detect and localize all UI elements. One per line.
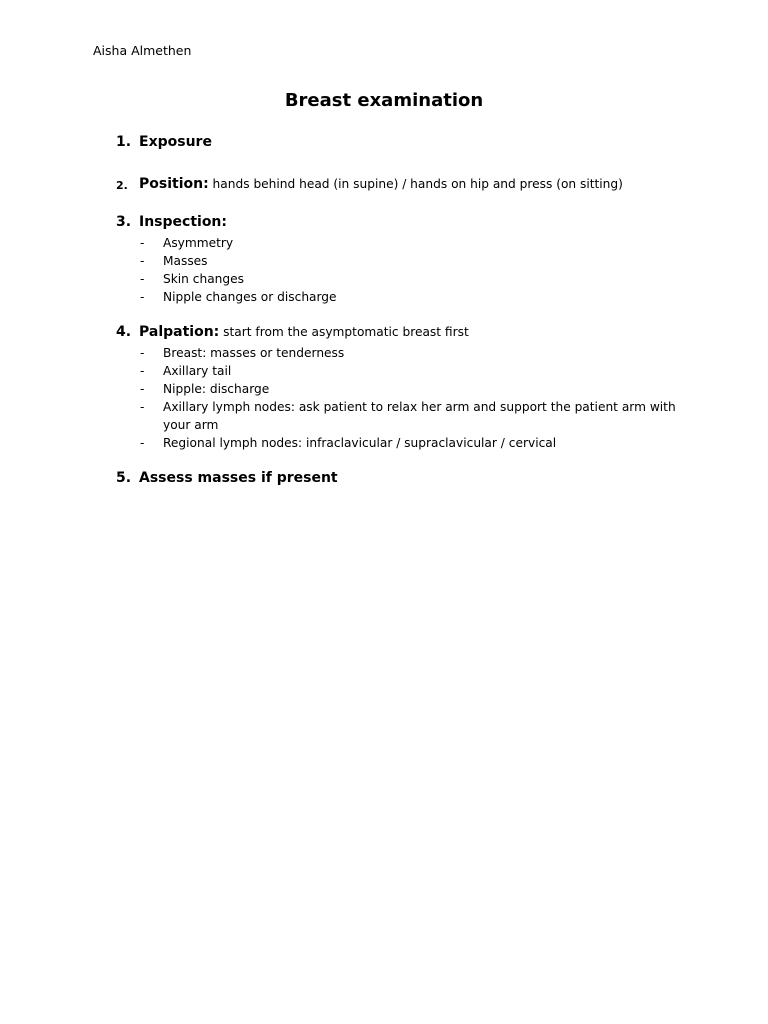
section-note: hands behind head (in supine) / hands on hip and press (on sitting) — [208, 177, 623, 191]
section-heading — [116, 323, 676, 342]
list-item — [116, 234, 676, 252]
list-item-text: Axillary tail — [163, 364, 232, 378]
bullet-dash: - — [140, 364, 145, 378]
section-exposure — [116, 133, 676, 152]
section-title: Palpation: — [139, 324, 220, 340]
list-item-text: Nipple changes or discharge — [163, 290, 337, 304]
section-heading — [116, 175, 676, 194]
section-palpation — [116, 323, 676, 452]
section-heading — [116, 213, 676, 232]
list-item — [116, 434, 676, 452]
list-item-text: Regional lymph nodes: infraclavicular / supraclavicular / cervical — [163, 436, 557, 450]
author-name: Aisha Almethen — [93, 43, 192, 58]
section-title: Position: — [139, 176, 209, 192]
list-item — [116, 270, 676, 288]
section-number: 2. — [116, 179, 128, 192]
section-position — [116, 175, 676, 194]
list-item-text: Skin changes — [163, 272, 244, 286]
section-note: start from the asymptomatic breast first — [219, 325, 469, 339]
bullet-dash: - — [140, 436, 145, 450]
section-title: Inspection: — [139, 214, 227, 230]
section-heading — [116, 133, 676, 152]
bullet-dash: - — [140, 346, 145, 360]
document-title: Breast examination — [284, 90, 484, 111]
list-item — [116, 362, 676, 380]
list-item — [116, 252, 676, 270]
list-item-text: Breast: masses or tenderness — [163, 346, 345, 360]
inspection-list — [116, 234, 676, 306]
section-title: Assess masses if present — [139, 470, 338, 486]
list-item — [116, 344, 676, 362]
section-number: 1. — [116, 134, 132, 150]
section-heading — [116, 469, 676, 488]
list-item-text: Asymmetry — [163, 236, 234, 250]
list-item-text: Masses — [163, 254, 208, 268]
section-inspection — [116, 213, 676, 306]
bullet-dash: - — [140, 272, 145, 286]
section-number: 3. — [116, 214, 132, 230]
section-assess-masses — [116, 469, 676, 488]
list-item — [116, 288, 676, 306]
bullet-dash: - — [140, 254, 145, 268]
bullet-dash: - — [140, 382, 145, 396]
section-number: 5. — [116, 470, 132, 486]
list-item — [116, 380, 676, 398]
bullet-dash: - — [140, 400, 145, 414]
section-title: Exposure — [139, 134, 212, 150]
list-item-text: Axillary lymph nodes: ask patient to relax her arm and support the patient arm with your arm — [163, 400, 676, 432]
bullet-dash: - — [140, 236, 145, 250]
bullet-dash: - — [140, 290, 145, 304]
list-item — [116, 398, 676, 434]
section-number: 4. — [116, 324, 132, 340]
palpation-list — [116, 344, 676, 452]
list-item-text: Nipple: discharge — [163, 382, 270, 396]
